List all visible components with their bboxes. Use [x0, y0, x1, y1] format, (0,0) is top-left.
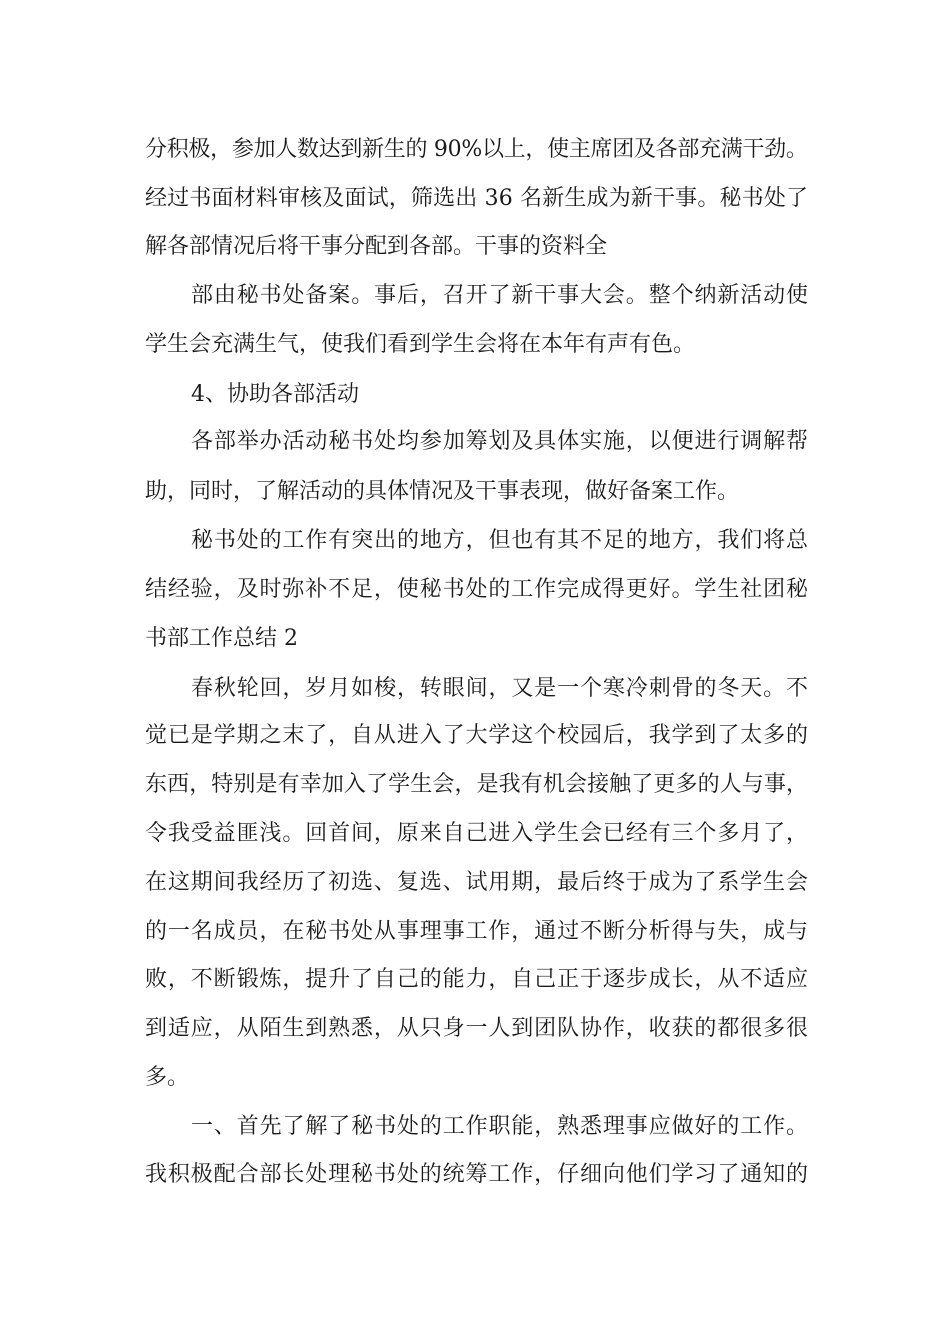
text-line: 的一名成员，在秘书处从事理事工作，通过不断分析得与失，成与: [145, 919, 809, 944]
text-line: 多。: [145, 1065, 190, 1090]
text-line: 到适应，从陌生到熟悉，从只身一人到团队协作，收获的都很多很: [145, 1016, 809, 1041]
text-line: 东西，特别是有幸加入了学生会，是我有机会接触了更多的人与事，: [145, 772, 809, 797]
text-line: 助，同时，了解活动的具体情况及干事表现，做好备案工作。: [145, 479, 740, 504]
text-line: 经过书面材料审核及面试，筛选出 36 名新生成为新干事。秘书处了: [145, 186, 809, 211]
text-line: 解各部情况后将干事分配到各部。干事的资料全: [145, 234, 608, 259]
text-line: 结经验，及时弥补不足，使秘书处的工作完成得更好。学生社团秘: [145, 577, 809, 602]
text-line: 在这期间我经历了初选、复选、试用期，最后终于成为了系学生会: [145, 870, 809, 895]
text-line: 令我受益匪浅。回首间，原来自己进入学生会已经有三个多月了，: [145, 821, 809, 846]
text-line: 觉已是学期之末了，自从进入了大学这个校园后，我学到了太多的: [145, 723, 809, 748]
text-line: 学生会充满生气，使我们看到学生会将在本年有声有色。: [145, 332, 696, 357]
text-line: 败，不断锻炼，提升了自己的能力，自己正于逐步成长，从不适应: [145, 967, 809, 992]
text-line: 书部工作总结 2: [145, 626, 298, 651]
text-line: 分积极，参加人数达到新生的 90%以上，使主席团及各部充满干劲。: [145, 137, 808, 162]
text-line: 春秋轮回，岁月如梭，转眼间，又是一个寒冷刺骨的冬天。不: [191, 676, 809, 701]
text-line: 秘书处的工作有突出的地方，但也有其不足的地方，我们将总: [191, 528, 809, 553]
text-line: 各部举办活动秘书处均参加筹划及具体实施，以便进行调解帮: [191, 429, 809, 454]
section-heading: 4、协助各部活动: [191, 382, 359, 407]
text-line: 我积极配合部长处理秘书处的统筹工作，仔细向他们学习了通知的: [145, 1162, 809, 1187]
text-line: 部由秘书处备案。事后，召开了新干事大会。整个纳新活动使: [191, 283, 809, 308]
text-line: 一、首先了解了秘书处的工作职能，熟悉理事应做好的工作。: [191, 1114, 809, 1139]
